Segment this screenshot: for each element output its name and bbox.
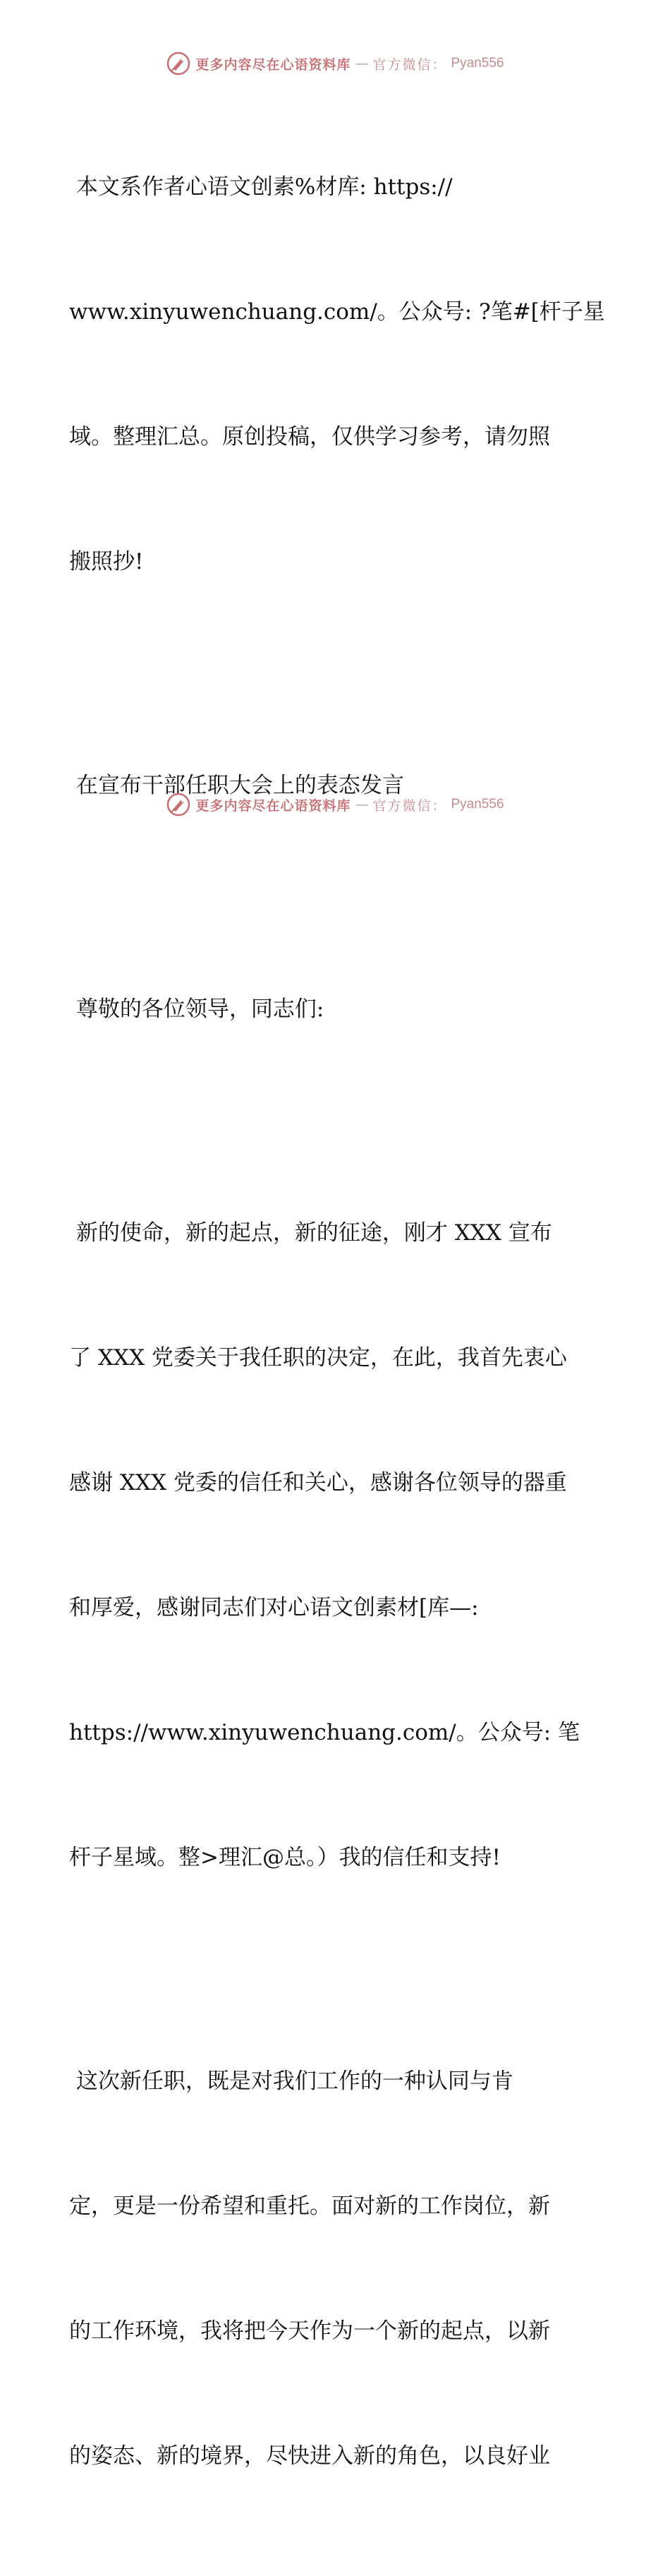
- paragraph-line: https://www.xinyuwenchuang.com/。公众号: 笔: [69, 1720, 580, 1745]
- document-title: [69, 682, 605, 890]
- watermark-wechat-label: 官方微信：: [372, 56, 447, 73]
- paragraph-line: 在宣布干部任职大会上的表态发言: [69, 773, 404, 798]
- paragraph-salutation: [69, 905, 605, 1114]
- watermark-wechat-label: 官方微信：: [372, 798, 447, 814]
- paragraph-body-1: [69, 1129, 605, 1962]
- watermark-separator: —: [355, 56, 369, 71]
- watermark-main-text: 更多内容尽在心语资料库: [195, 798, 351, 814]
- paragraph-line: 尊敬的各位领导，同志们:: [69, 997, 324, 1022]
- footer-watermark: [0, 790, 670, 819]
- header-watermark: [0, 49, 670, 78]
- pen-nib-logo-icon: [166, 792, 191, 817]
- paragraph-line: 定，更是一份希望和重托。面对新的工作岗位，新: [69, 2193, 550, 2219]
- paragraph-body-2: [69, 1978, 605, 2560]
- watermark-main-text: 更多内容尽在心语资料库: [195, 56, 351, 73]
- paragraph-line: 域。整理汇总。原创投稿，仅供学习参考，请勿照: [69, 424, 550, 450]
- paragraph-line: 的工作环境，我将把今天作为一个新的起点，以新: [69, 2318, 550, 2344]
- paragraph-line: 新的使命，新的起点，新的征途，刚才 XXX 宣布: [69, 1220, 552, 1246]
- paragraph-line: 了 XXX 党委关于我任职的决定，在此，我首先衷心: [69, 1345, 567, 1371]
- paragraph-line: 和厚爱，感谢同志们对心语文创素材[库—:: [69, 1595, 479, 1620]
- paragraph-line: 杆子星域。整>理汇@总。）我的信任和支持!: [69, 1845, 501, 1870]
- watermark-wechat-id: Pyan556: [451, 56, 504, 71]
- paragraph-line: 的姿态、新的境界，尽快进入新的角色，以良好业: [69, 2443, 550, 2469]
- paragraph-line: www.xinyuwenchuang.com/。公众号: ?笔#[杆子星: [69, 299, 605, 325]
- watermark-separator: —: [355, 797, 369, 812]
- paragraph-disclaimer: [69, 83, 605, 666]
- pen-nib-logo-icon: [166, 51, 191, 76]
- paragraph-line: 搬照抄!: [69, 549, 144, 574]
- watermark-wechat-id: Pyan556: [451, 797, 504, 812]
- paragraph-line: 这次新任职，既是对我们工作的一种认同与肯: [69, 2069, 513, 2094]
- paragraph-line: 本文系作者心语文创素%材库: https://: [69, 174, 453, 200]
- paragraph-line: 感谢 XXX 党委的信任和关心，感谢各位领导的器重: [69, 1470, 567, 1495]
- document-body: [69, 83, 605, 2576]
